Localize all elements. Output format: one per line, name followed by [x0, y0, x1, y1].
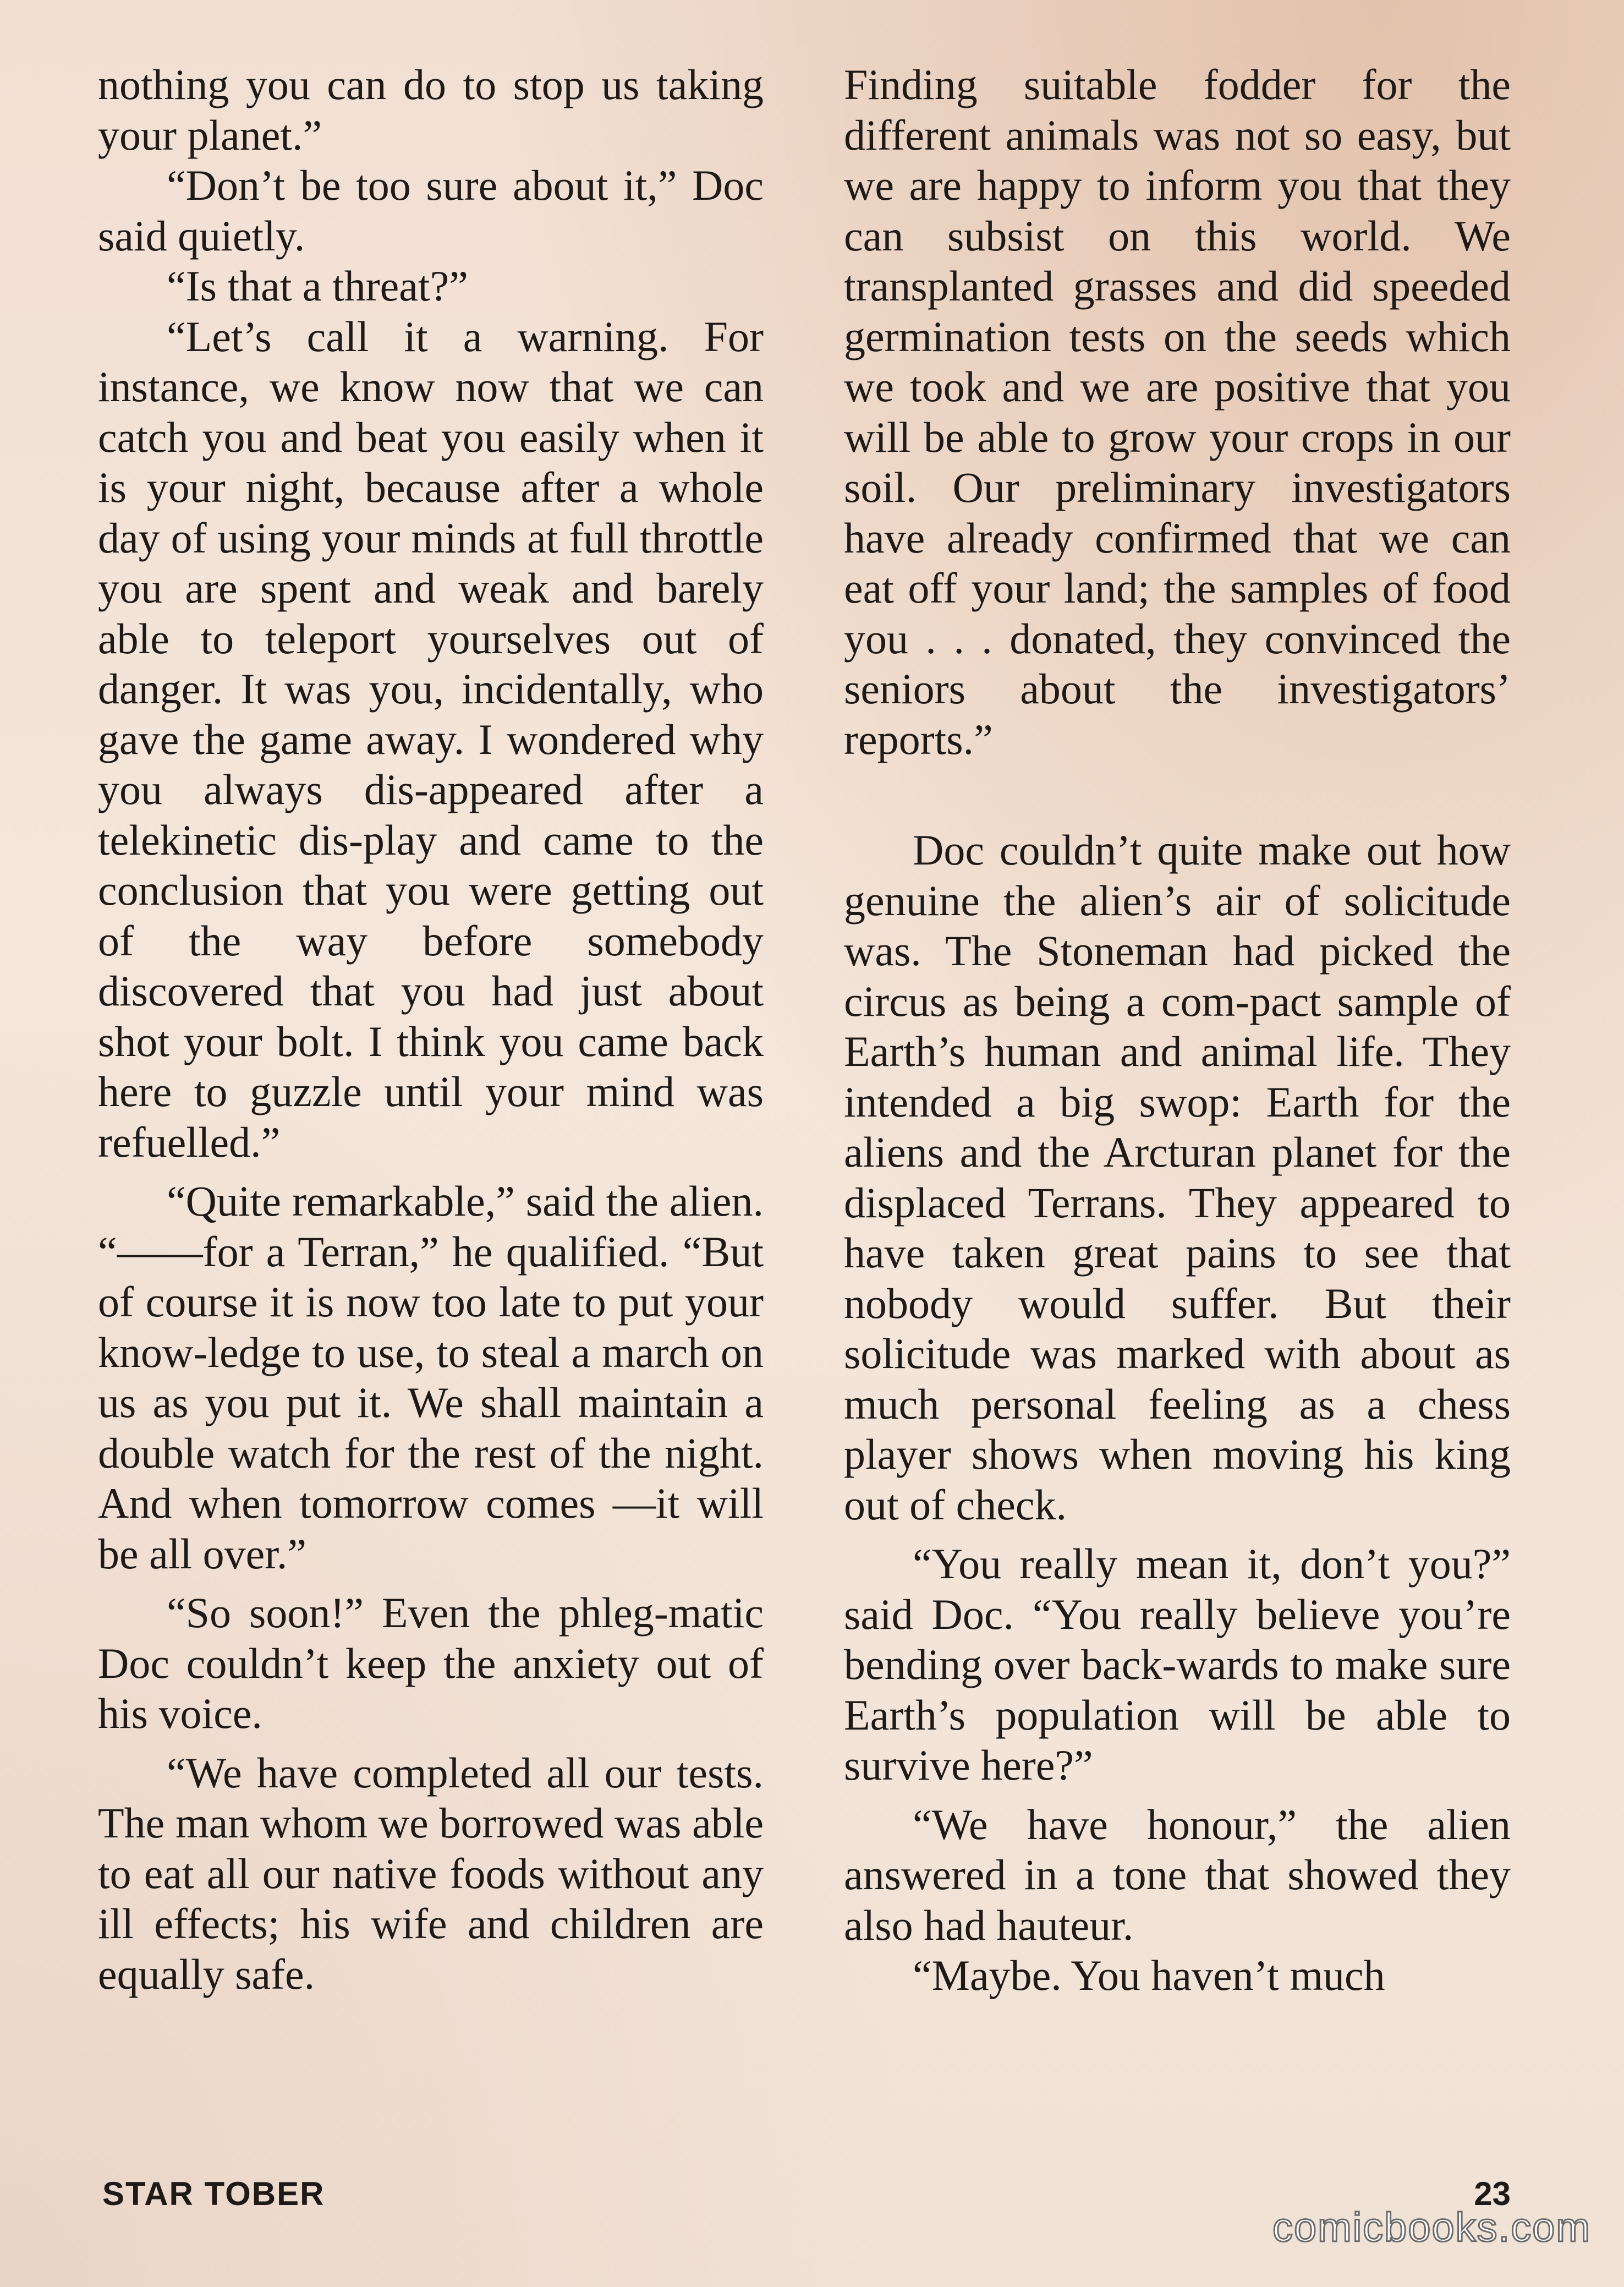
paragraph: nothing you can do to stop us taking your planet.”	[98, 61, 764, 159]
left-text-column	[98, 59, 764, 1999]
running-title: STAR TOBER	[102, 2175, 325, 2212]
paragraph: “We have completed all our tests. The man whom we borrowed was able to eat all our native foods without any ill effects; his wife and children are equally safe.	[98, 1748, 764, 1998]
paragraph: “You really mean it, don’t you?” said Doc. “You really believe you’re bending over back-wards to make sure Earth’s population will be able to survive here?”	[844, 1540, 1511, 1789]
right-text-column	[844, 59, 1511, 2001]
paragraph: Doc couldn’t quite make out how genuine the alien’s air of solicitude was. The Stoneman had picked the circus as being a com-pact sample of Earth’s human and animal life. They intended a big swop: Earth for the aliens and the Arcturan planet for the displaced Terrans. They appeared to have taken great pains to see that nobody would suffer. But their solicitude was marked with about as much personal feeling as a chess player shows when moving his king out of check.	[844, 826, 1511, 1529]
paragraph: “Don’t be too sure about it,” Doc said quietly.	[98, 161, 764, 260]
page-number: 23	[1474, 2175, 1511, 2212]
paragraph: “Maybe. You haven’t much	[913, 1951, 1385, 1999]
paragraph: Finding suitable fodder for the different animals was not so easy, but we are happy to inform you that they can subsist on this world. We transplanted grasses and did speeded germination tests on the seeds which we took and we are positive that you will be able to grow your crops in our soil. Our preliminary investigators have already confirmed that we can eat off your land; the samples of food you . . . donated, they convinced the seniors about the investigators’ reports.”	[844, 61, 1511, 763]
paragraph: “We have honour,” the alien answered in a tone that showed they also had hauteur.	[844, 1800, 1511, 1949]
paragraph: “So soon!” Even the phleg-matic Doc couldn’t keep the anxiety out of his voice.	[98, 1589, 764, 1737]
paragraph: “Is that a threat?”	[167, 262, 468, 310]
watermark: comicbooks.com	[1272, 2204, 1591, 2250]
paragraph: “Quite remarkable,” said the alien. “——for a Terran,” he qualified. “But of course it is now too late to put your know-ledge to use, to steal a march on us as you put it. We shall maintain a double watch for the rest of the night. And when tomorrow comes —it will be all over.”	[98, 1177, 764, 1578]
paragraph: “Let’s call it a warning. For instance, we know now that we can catch you and beat you easily when it is your night, because after a whole day of using your minds at full throttle you are spent and weak and barely able to teleport yourselves out of danger. It was you, incidentally, who gave the game away. I wondered why you always dis-appeared after a telekinetic dis-play and came to the conclusion that you were getting out of the way before somebody discovered that you had just about shot your bolt. I think you came back here to guzzle until your mind was refuelled.”	[98, 312, 764, 1166]
